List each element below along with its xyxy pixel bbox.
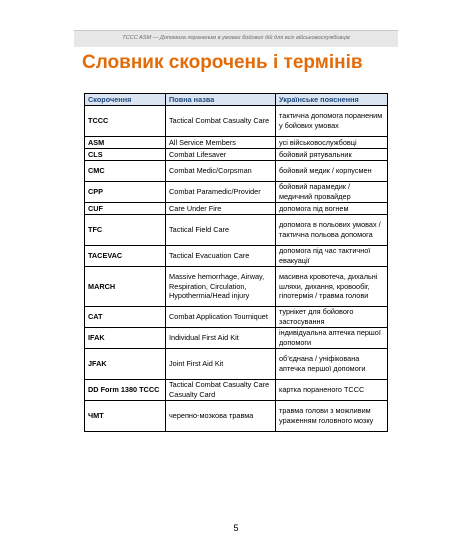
table-row: [85, 149, 388, 161]
abbreviation-cell: CLS: [85, 149, 166, 161]
full-name-cell: Tactical Combat Casualty Care Casualty Card: [166, 380, 276, 401]
ukrainian-explanation-cell: картка пораненого TCCC: [276, 380, 388, 401]
full-name-cell: Individual First Aid Kit: [166, 328, 276, 349]
table-row: [85, 267, 388, 307]
abbreviation-cell: MARCH: [85, 267, 166, 307]
full-name-cell: Joint First Aid Kit: [166, 349, 276, 380]
column-header-full-name: Повна назва: [166, 94, 276, 106]
full-name-cell: Tactical Combat Casualty Care: [166, 106, 276, 137]
ukrainian-explanation-cell: допомога під вогнем: [276, 203, 388, 215]
table-row: [85, 246, 388, 267]
abbreviation-cell: TCCC: [85, 106, 166, 137]
ukrainian-explanation-cell: усі військовослужбовці: [276, 137, 388, 149]
ukrainian-explanation-cell: бойовий парамедик / медичний провайдер: [276, 182, 388, 203]
glossary-table: [84, 93, 388, 432]
abbreviation-cell: IFAK: [85, 328, 166, 349]
glossary-table-body: [85, 106, 388, 432]
ukrainian-explanation-cell: бойовий рятувальник: [276, 149, 388, 161]
page-title: Словник скорочень і термінів: [82, 52, 363, 73]
glossary-table-header: [85, 94, 388, 106]
abbreviation-cell: CMC: [85, 161, 166, 182]
table-row: [85, 380, 388, 401]
full-name-cell: Tactical Field Care: [166, 215, 276, 246]
abbreviation-cell: TACEVAC: [85, 246, 166, 267]
table-row: [85, 349, 388, 380]
abbreviation-cell: TFC: [85, 215, 166, 246]
ukrainian-explanation-cell: бойовий медик / корпусмен: [276, 161, 388, 182]
ukrainian-explanation-cell: травма голови з можливим ураженням головного мозку: [276, 401, 388, 432]
abbreviation-cell: CUF: [85, 203, 166, 215]
table-row: [85, 307, 388, 328]
page-number: 5: [233, 523, 239, 533]
ukrainian-explanation-cell: індивідуальна аптечка першої допомоги: [276, 328, 388, 349]
table-row: [85, 328, 388, 349]
abbreviation-cell: CAT: [85, 307, 166, 328]
full-name-cell: Tactical Evacuation Care: [166, 246, 276, 267]
full-name-cell: Massive hemorrhage, Airway, Respiration, Circulation, Hypothermia/Head injury: [166, 267, 276, 307]
ukrainian-explanation-cell: допомога під час тактичної евакуації: [276, 246, 388, 267]
full-name-cell: All Service Members: [166, 137, 276, 149]
abbreviation-cell: CPP: [85, 182, 166, 203]
full-name-cell: черепно-мозкова травма: [166, 401, 276, 432]
abbreviation-cell: ЧМТ: [85, 401, 166, 432]
header-row: [85, 94, 388, 106]
running-header-text: TCCC ASM — Допомога пораненим в умовах бойових дій для всіх військовослужбовців: [122, 35, 350, 41]
table-row: [85, 203, 388, 215]
full-name-cell: Care Under Fire: [166, 203, 276, 215]
table-row: [85, 182, 388, 203]
table-row: [85, 161, 388, 182]
table-row: [85, 106, 388, 137]
full-name-cell: Combat Paramedic/Provider: [166, 182, 276, 203]
ukrainian-explanation-cell: тактична допомога пораненим у бойових умовах: [276, 106, 388, 137]
ukrainian-explanation-cell: об’єднана / уніфікована аптечка першої допомоги: [276, 349, 388, 380]
running-header: [74, 30, 398, 47]
abbreviation-cell: JFAK: [85, 349, 166, 380]
table-row: [85, 137, 388, 149]
column-header-abbreviation: Скорочення: [85, 94, 166, 106]
abbreviation-cell: DD Form 1380 TCCC: [85, 380, 166, 401]
ukrainian-explanation-cell: турнікет для бойового застосування: [276, 307, 388, 328]
ukrainian-explanation-cell: допомога в польових умовах / тактична польова допомога: [276, 215, 388, 246]
full-name-cell: Combat Application Tourniquet: [166, 307, 276, 328]
full-name-cell: Combat Medic/Corpsman: [166, 161, 276, 182]
table-row: [85, 215, 388, 246]
table-row: [85, 401, 388, 432]
column-header-ukrainian-explanation: Українське пояснення: [276, 94, 388, 106]
full-name-cell: Combat Lifesaver: [166, 149, 276, 161]
ukrainian-explanation-cell: масивна кровотеча, дихальні шляхи, дихання, кровообіг, гіпотермія / травма голови: [276, 267, 388, 307]
abbreviation-cell: ASM: [85, 137, 166, 149]
